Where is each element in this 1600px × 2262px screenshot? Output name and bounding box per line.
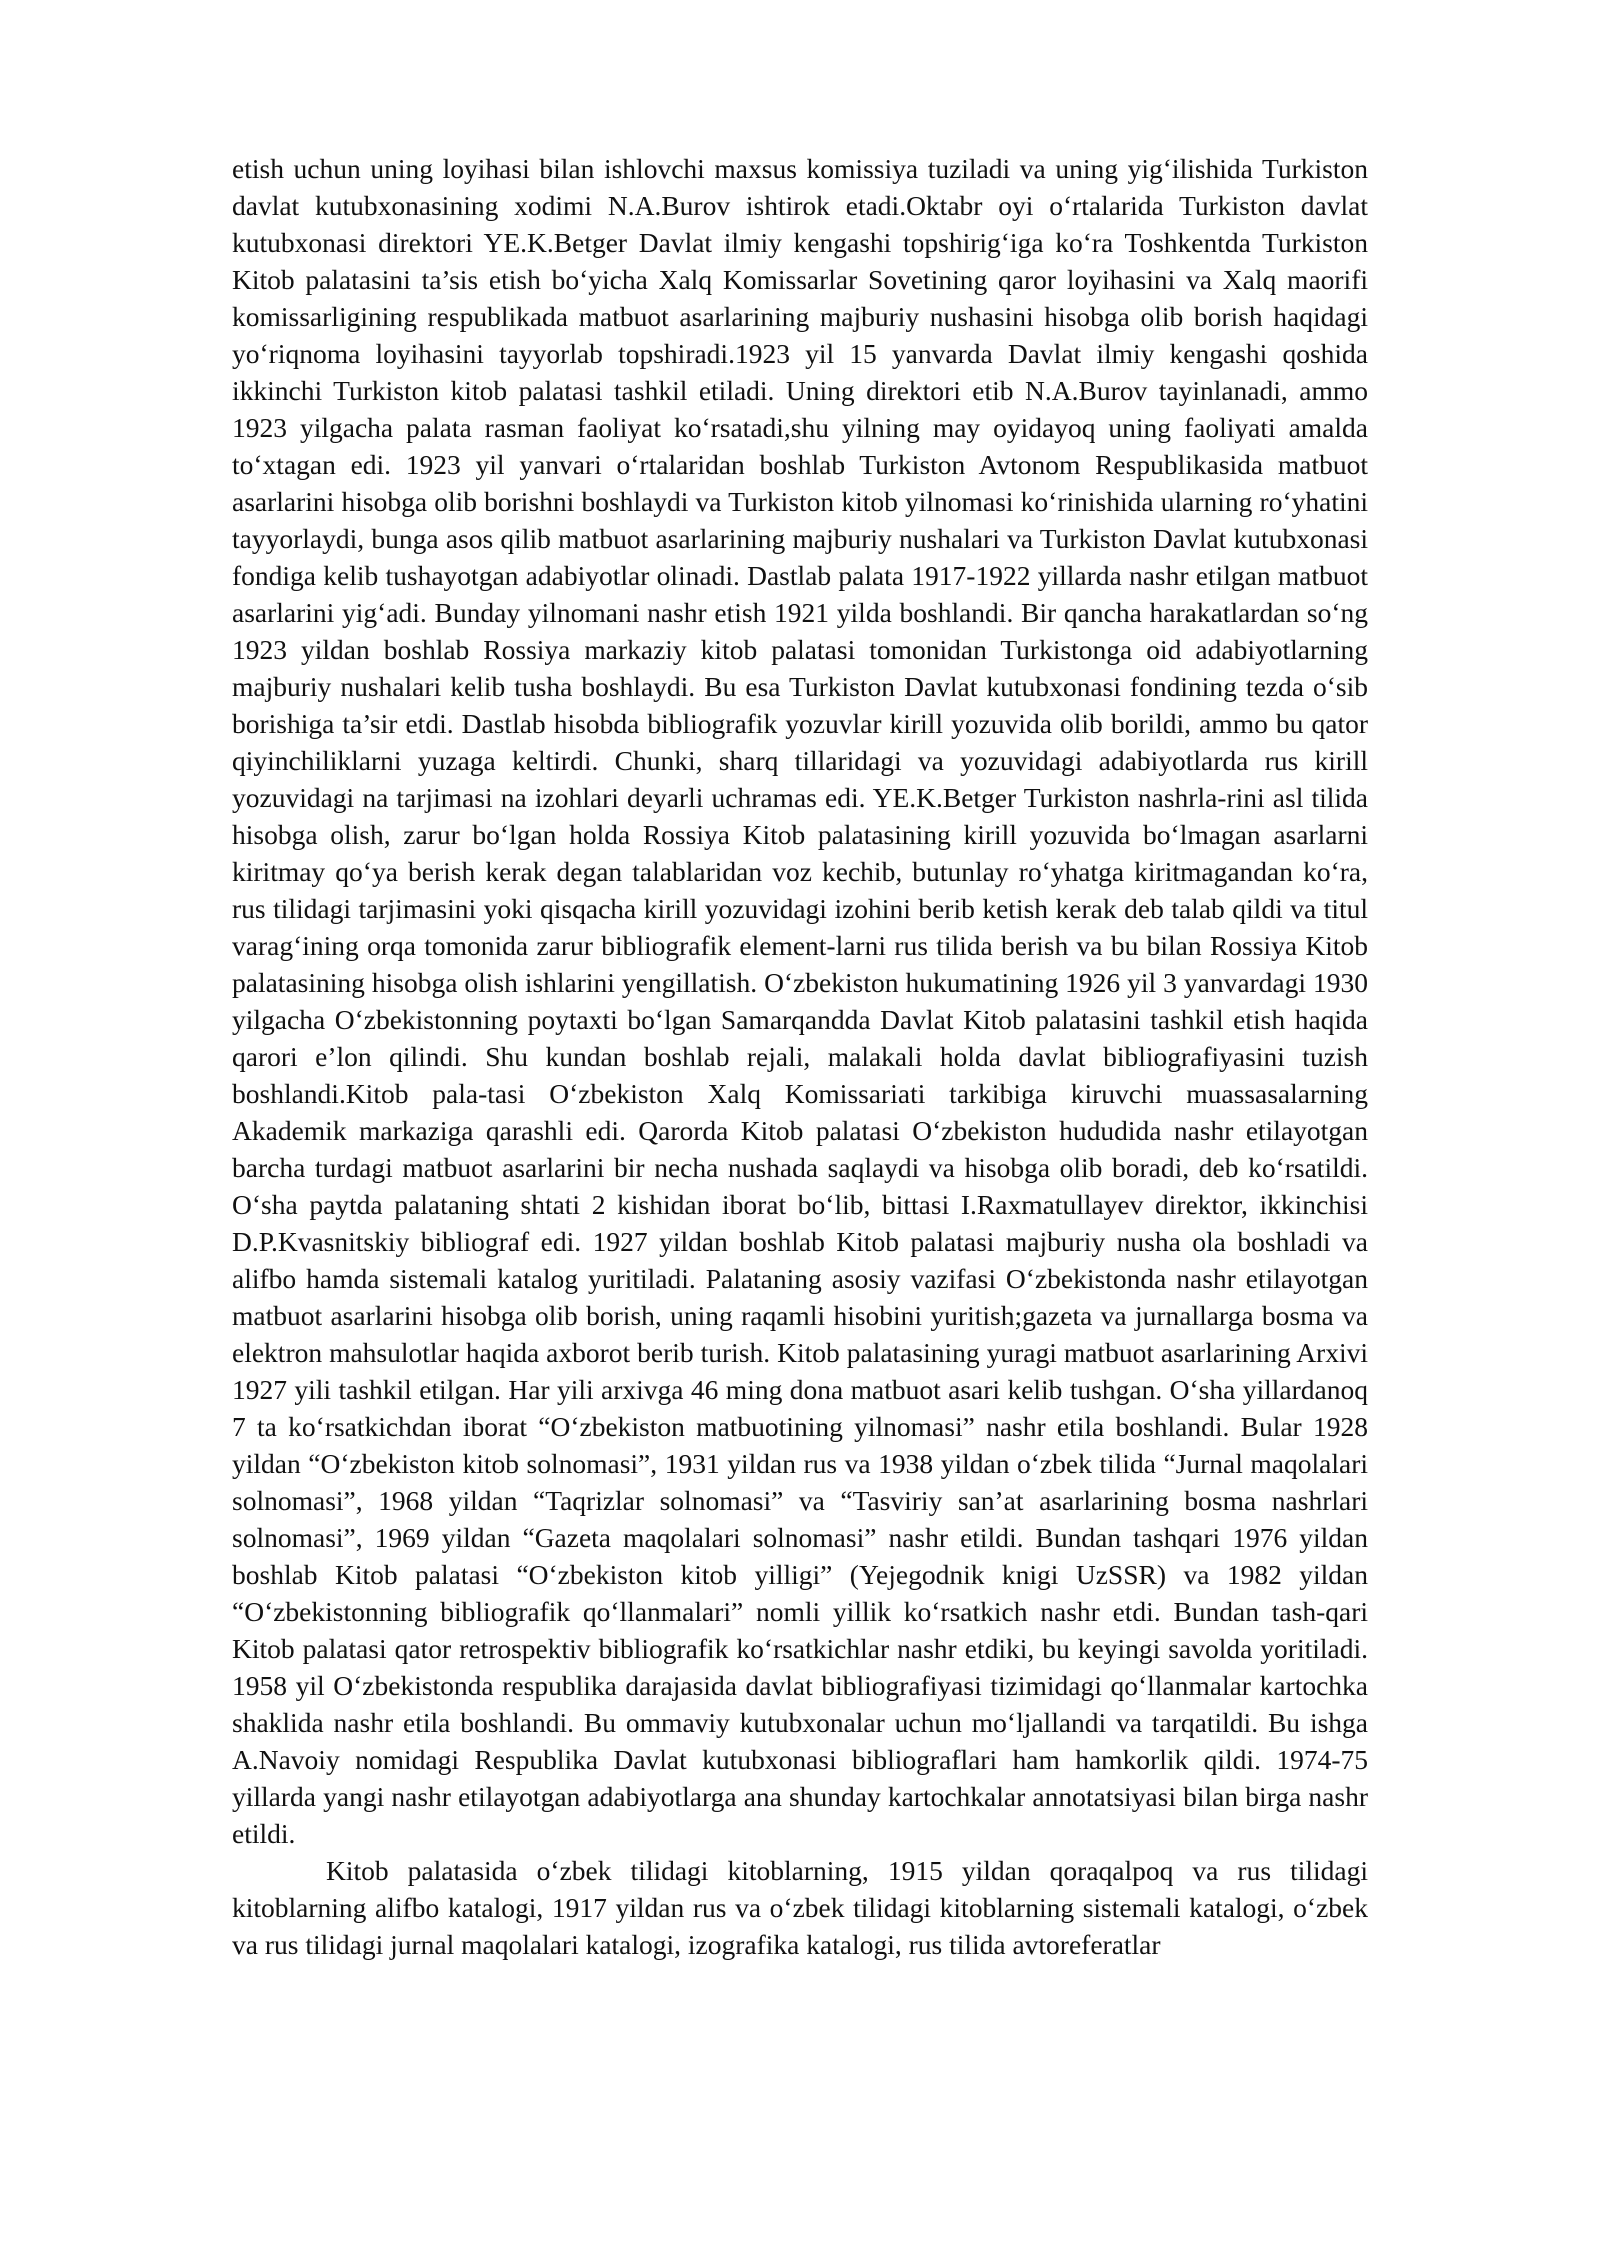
body-paragraph-1: etish uchun uning loyihasi bilan ishlovchi maxsus komissiya tuziladi va uning yig‘ilishida Turkiston davlat kutubxonasining xodimi N.A.Burov ishtirok etadi.Oktabr oyi o‘rtalarida Turkiston davlat kutubxonasi direktori YE.K.Betger Davlat ilmiy kengashi topshirig‘iga ko‘ra Toshkentda Turkiston Kitob palatasini ta’sis etish bo‘yicha Xalq Komissarlar Sovetining qaror loyihasini va Xalq maorifi komissarligining respublikada matbuot asarlarining majburiy nushasini hisobga olib borish haqidagi yo‘riqnoma loyihasini tayyorlab topshiradi.1923 yil 15 yanvarda Davlat ilmiy kengashi qoshida ikkinchi Turkiston kitob palatasi tashkil etiladi. Uning direktori etib N.A.Burov tayinlanadi, ammo 1923 yilgacha palata rasman faoliyat ko‘rsatadi,shu yilning may oyidayoq uning faoliyati amalda to‘xtagan edi. 1923 yil yanvari o‘rtalaridan boshlab Turkiston Avtonom Respublikasida matbuot asarlarini hisobga olib borishni boshlaydi va Turkiston kitob yilnomasi ko‘rinishida ularning ro‘yhatini tayyorlaydi, bunga asos qilib matbuot asarlarining majburiy nushalari va Turkiston Davlat kutubxonasi fondiga kelib tushayotgan adabiyotlar olinadi. Dastlab palata 1917-1922 yillarda nashr etilgan matbuot asarlarini yig‘adi. Bunday yilnomani nashr etish 1921 yilda boshlandi. Bir qancha harakatlardan so‘ng 1923 yildan boshlab Rossiya markaziy kitob palatasi tomonidan Turkistonga oid adabiyotlarning majburiy nushalari kelib tusha boshlaydi. Bu esa Turkiston Davlat kutubxonasi fondining tezda o‘sib borishiga ta’sir etdi. Dastlab hisobda bibliografik yozuvlar kirill yozuvida olib borildi, ammo bu qator qiyinchiliklarni yuzaga keltirdi. Chunki, sharq tillaridagi va yozuvidagi adabiyotlarda rus kirill yozuvidagi na tarjimasi na izohlari deyarli uchramas edi. YE.K.Betger Turkiston nashrla-rini asl tilida hisobga olish, zarur bo‘lgan holda Rossiya Kitob palatasining kirill yozuvida bo‘lmagan asarlarni kiritmay qo‘ya berish kerak degan talablaridan voz kechib, butunlay ro‘yhatga kiritmagandan ko‘ra, rus tilidagi tarjimasini yoki qisqacha kirill yozuvidagi izohini berib ketish kerak deb talab qildi va titul varag‘ining orqa tomonida zarur bibliografik element-larni rus tilida berish va bu bilan Rossiya Kitob palatasining hisobga olish ishlarini yengillatish. O‘zbekiston hukumatining 1926 yil 3 yanvardagi 1930 yilgacha O‘zbekistonning poytaxti bo‘lgan Samarqandda Davlat Kitob palatasini tashkil etish haqida qarori e’lon qilindi. Shu kundan boshlab rejali, malakali holda davlat bibliografiyasini tuzish boshlandi.Kitob pala-tasi O‘zbekiston Xalq Komissariati tarkibiga kiruvchi muassasalarning Akademik markaziga qarashli edi. Qarorda Kitob palatasi O‘zbekiston hududida nashr etilayotgan barcha turdagi matbuot asarlarini bir necha nushada saqlaydi va hisobga olib boradi, deb ko‘rsatildi. O‘sha paytda palataning shtati 2 kishidan iborat bo‘lib, bittasi I.Raxmatullayev direktor, ikkinchisi D.P.Kvasnitskiy bibliograf edi. 1927 yildan boshlab Kitob palatasi majburiy nusha ola boshladi va alifbo hamda sistemali katalog yuritiladi. Palataning asosiy vazifasi O‘zbekistonda nashr etilayotgan matbuot asarlarini hisobga olib borish, uning raqamli hisobini yuritish;gazeta va jurnallarga bosma va elektron mahsulotlar haqida axborot berib turish. Kitob palatasining yuragi matbuot asarlarining Arxivi 1927 yili tashkil etilgan. Har yili arxivga 46 ming dona matbuot asari kelib tushgan. O‘sha yillardanoq 7 ta ko‘rsatkichdan iborat “O‘zbekiston matbuotining yilnomasi” nashr etila boshlandi. Bular 1928 yildan “O‘zbekiston kitob solnomasi”, 1931 yildan rus va 1938 yildan o‘zbek tilida “Jurnal maqolalari solnomasi”, 1968 yildan “Taqrizlar solnomasi” va “Tasviriy san’at asarlarining bosma nashrlari solnomasi”, 1969 yildan “Gazeta maqolalari solnomasi” nashr etildi. Bundan tashqari 1976 yildan boshlab Kitob palatasi “O‘zbekiston kitob yilligi” (Yejegodnik knigi UzSSR) va 1982 yildan “O‘zbekistonning bibliografik qo‘llanmalari” nomli yillik ko‘rsatkich nashr etdi. Bundan tash-qari Kitob palatasi qator retrospektiv bibliografik ko‘rsatkichlar nashr etdiki, bu keyingi savolda yoritiladi. 1958 yil O‘zbekistonda respublika darajasida davlat bibliografiyasi tizimidagi qo‘llanmalar kartochka shaklida nashr etila boshlandi. Bu ommaviy kutubxonalar uchun mo‘ljallandi va tarqatildi. Bu ishga A.Navoiy nomidagi Respublika Davlat kutubxonasi bibliograflari ham hamkorlik qildi. 1974-75 yillarda yangi nashr etilayotgan adabiyotlarga ana shunday kartochkalar annotatsiyasi bilan birga nashr etildi. bbox=[232, 153, 1368, 1849]
body-paragraph-2: Kitob palatasida o‘zbek tilidagi kitoblarning, 1915 yildan qoraqalpoq va rus tilidagi kitoblarning alifbo katalogi, 1917 yildan rus va o‘zbek tilidagi kitoblarning sistemali katalogi, o‘zbek va rus tilidagi jurnal maqolalari katalogi, izografika katalogi, rus tilida avtoreferatlar bbox=[232, 1855, 1368, 1960]
document-body bbox=[232, 150, 1368, 1963]
